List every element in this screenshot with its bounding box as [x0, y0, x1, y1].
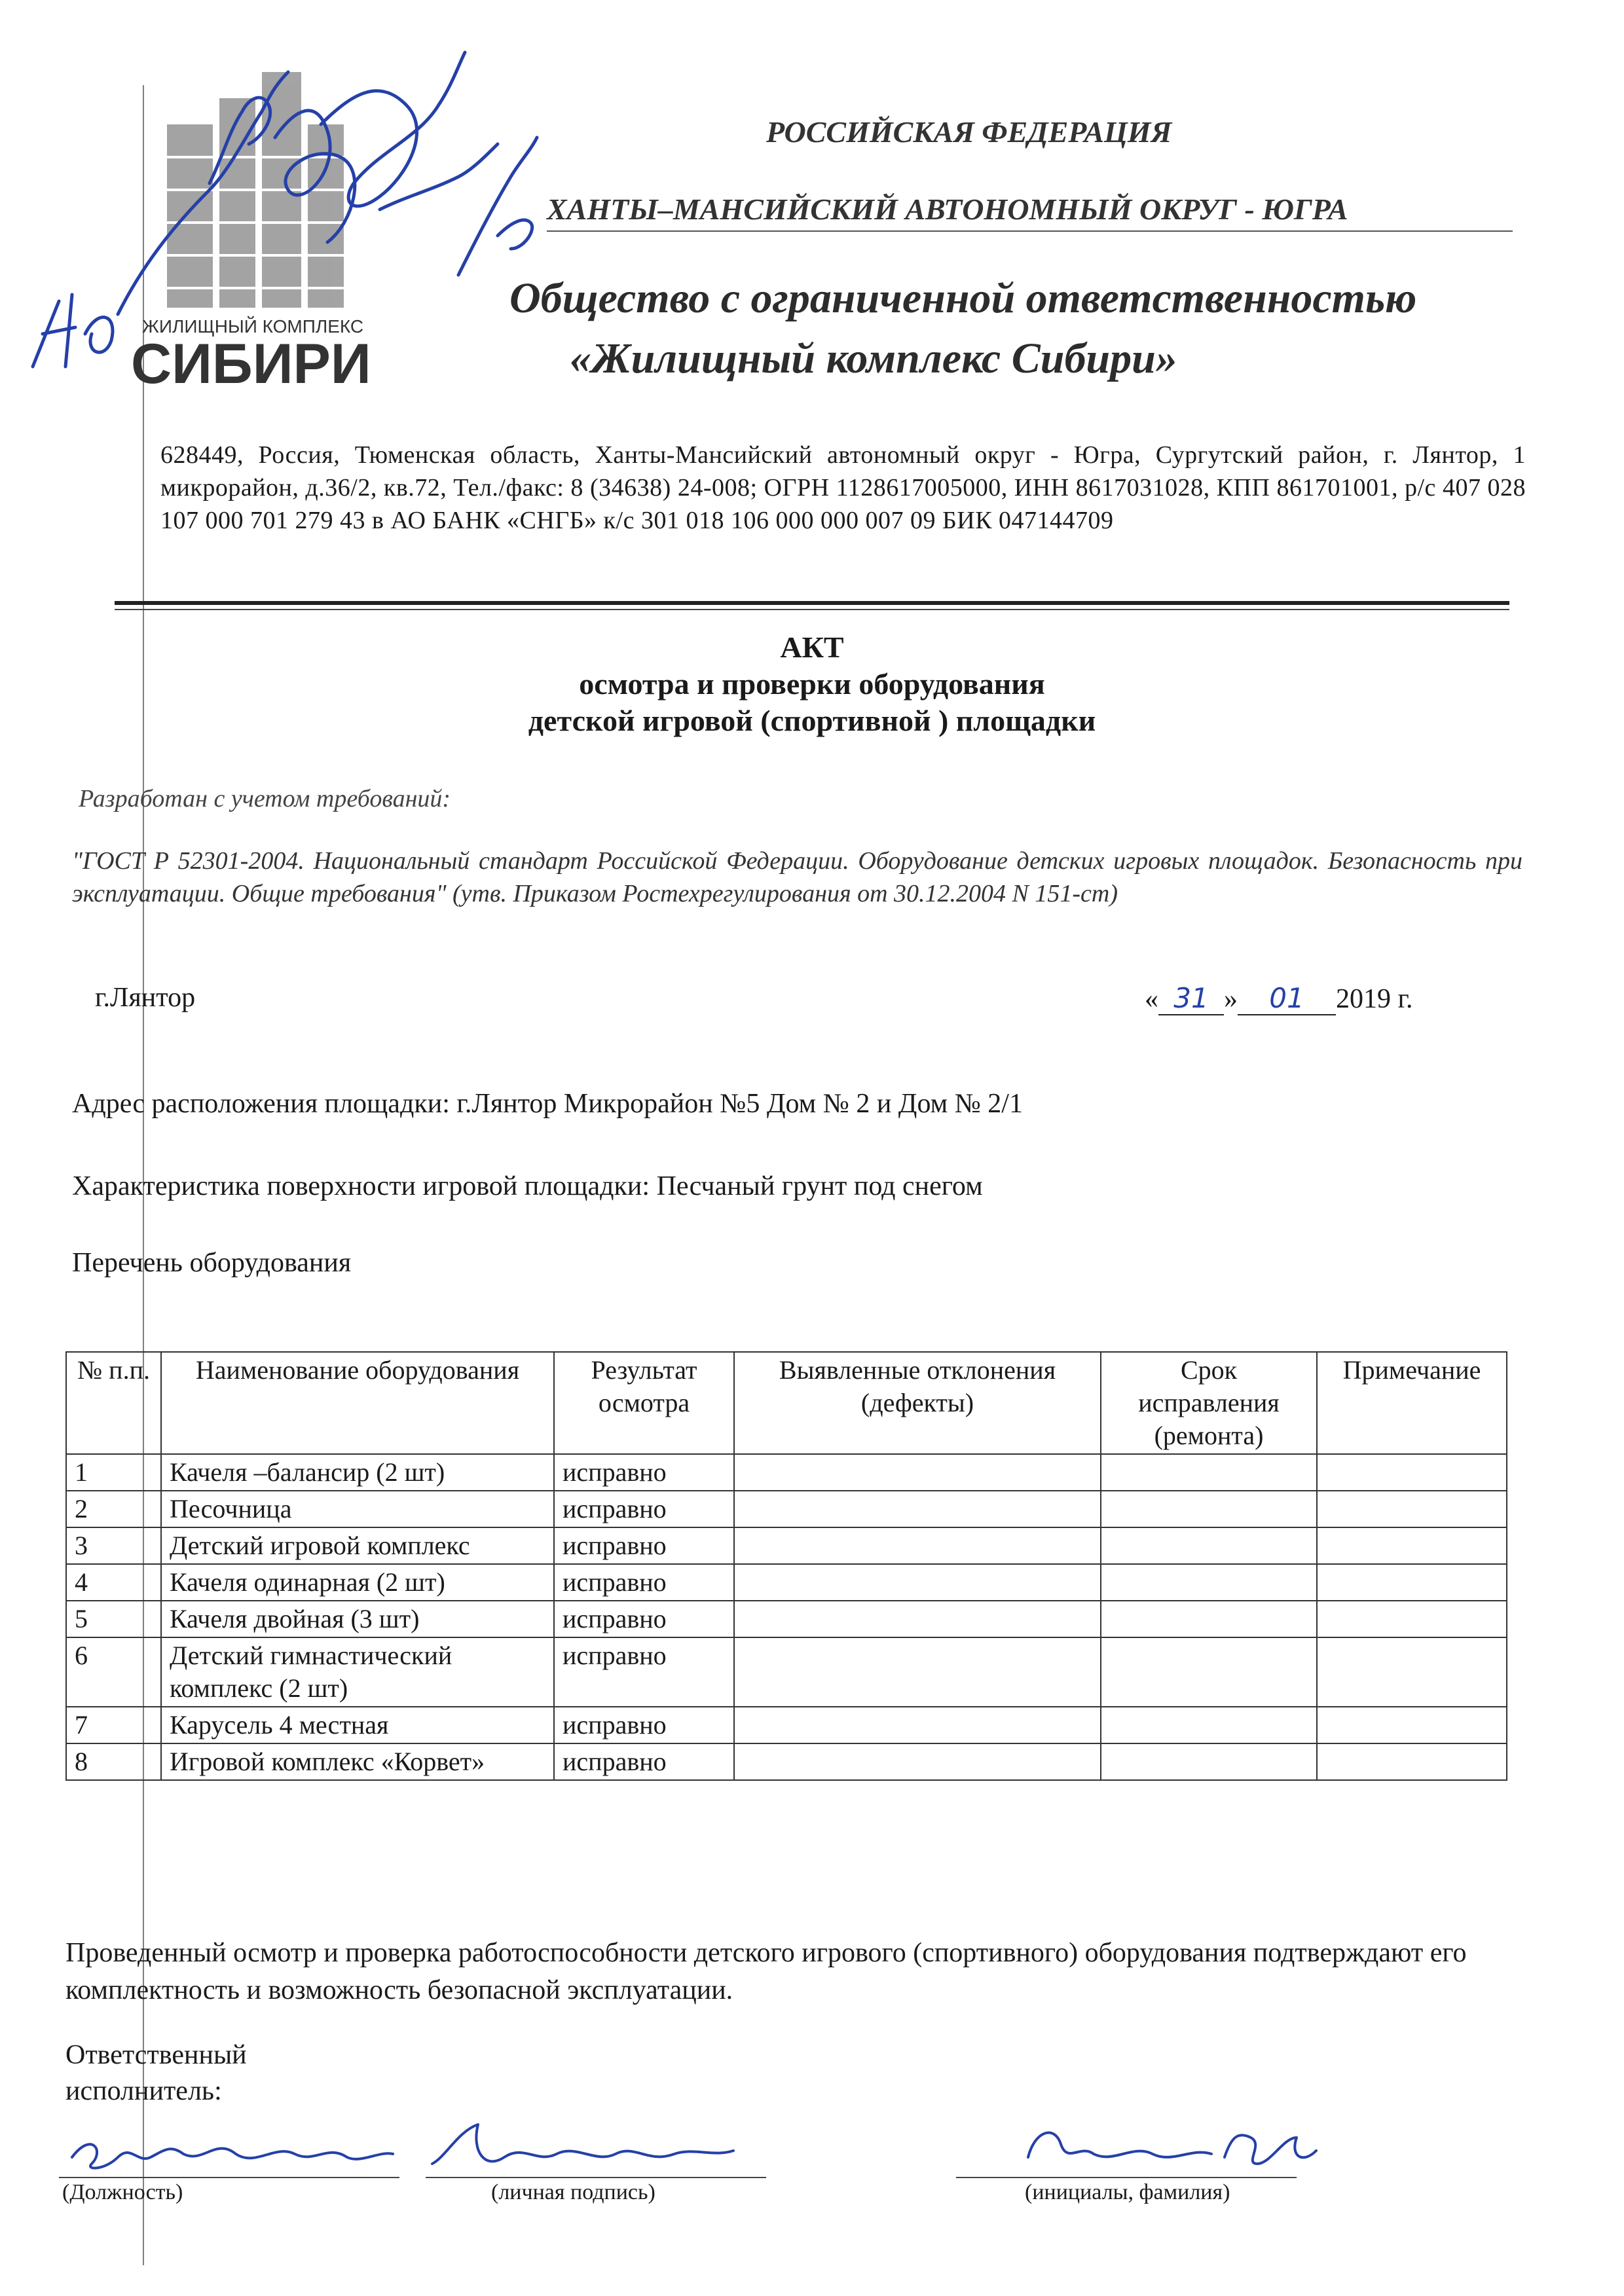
row-num: 4 [66, 1564, 161, 1601]
header-rule [115, 601, 1509, 605]
row-name: Песочница [161, 1491, 554, 1527]
equipment-table [65, 1351, 1507, 1781]
row-note [1317, 1527, 1507, 1564]
row-term [1101, 1743, 1317, 1780]
row-result: исправно [554, 1743, 734, 1780]
row-name: Качеля двойная (3 шт) [161, 1601, 554, 1637]
row-num: 3 [66, 1527, 161, 1564]
row-note [1317, 1491, 1507, 1527]
row-num: 2 [66, 1491, 161, 1527]
date-month: 01 [1238, 982, 1336, 1015]
row-num: 7 [66, 1707, 161, 1743]
row-num: 8 [66, 1743, 161, 1780]
row-defects [734, 1454, 1101, 1491]
date-year: 2019 г. [1336, 984, 1413, 1014]
handwritten-approval [13, 26, 563, 393]
row-result: исправно [554, 1527, 734, 1564]
table-row [66, 1454, 1507, 1491]
logo-title: СИБИРИ [131, 333, 371, 395]
name-line [956, 2177, 1297, 2178]
row-num: 5 [66, 1601, 161, 1637]
row-result: исправно [554, 1564, 734, 1601]
table-row [66, 1564, 1507, 1601]
row-name: Детский гимнастический комплекс (2 шт) [161, 1637, 554, 1707]
executor-label: исполнитель: [65, 2076, 222, 2106]
name-caption: (инициалы, фамилия) [1025, 2180, 1230, 2204]
document-title: АКТ [780, 630, 844, 664]
row-term [1101, 1707, 1317, 1743]
organization-name: «Жилищный комплекс Сибири» [570, 335, 1177, 382]
row-term [1101, 1601, 1317, 1637]
row-note [1317, 1637, 1507, 1707]
position-caption: (Должность) [62, 2180, 183, 2204]
gost-reference: "ГОСТ Р 52301-2004. Национальный стандарт Российской Федерации. Оборудование детских игровых площадок. Безопасность при эксплуатации. Общие требования" (утв. Приказом Ростехрегулирования от 30.12.2004 N 151-ст) [72, 847, 1522, 907]
logo-subtitle: ЖИЛИЩНЫЙ КОМПЛЕКС [142, 316, 364, 337]
developed-label: Разработан с учетом требований: [79, 785, 451, 812]
document-date [1145, 982, 1413, 1015]
region-underline [547, 230, 1513, 232]
row-num: 1 [66, 1454, 161, 1491]
table-row [66, 1491, 1507, 1527]
company-requisites: 628449, Россия, Тюменская область, Ханты-Мансийский автономный округ - Югра, Сургутский район, г. Лянтор, 1 микрорайон, д.36/2, кв.72, Тел./факс: 8 (34638) 24-008; ОГРН 1128617005000, ИНН 8617031028, КПП 861701001, р/с 407 028 107 000 701 279 43 в АО БАНК «СНГБ» к/с 301 018 106 000 000 007 09 БИК 047144709 [160, 441, 1526, 534]
table-row [66, 1637, 1507, 1707]
region-name: ХАНТЫ–МАНСИЙСКИЙ АВТОНОМНЫЙ ОКРУГ - ЮГРА [547, 192, 1348, 226]
table-row [66, 1601, 1507, 1637]
table-row [66, 1707, 1507, 1743]
organization-type: Общество с ограниченной ответственностью [509, 274, 1417, 322]
date-open-quote: « [1145, 984, 1158, 1014]
handwritten-signatures [52, 2118, 1362, 2180]
row-name: Игровой комплекс «Корвет» [161, 1743, 554, 1780]
row-name: Качеля одинарная (2 шт) [161, 1564, 554, 1601]
city: г.Лянтор [95, 983, 196, 1013]
row-num: 6 [66, 1637, 161, 1707]
row-term [1101, 1454, 1317, 1491]
date-close-quote: » [1224, 984, 1238, 1014]
surface-description: Характеристика поверхности игровой площадки: Песчаный грунт под снегом [72, 1171, 983, 1201]
row-note [1317, 1454, 1507, 1491]
row-note [1317, 1601, 1507, 1637]
document-subtitle-2: детской игровой (спортивной ) площадки [528, 704, 1096, 737]
header-rule-thin [115, 609, 1509, 610]
row-result: исправно [554, 1707, 734, 1743]
row-term [1101, 1564, 1317, 1601]
row-defects [734, 1527, 1101, 1564]
table-row [66, 1527, 1507, 1564]
row-note [1317, 1743, 1507, 1780]
row-defects [734, 1743, 1101, 1780]
country-name: РОССИЙСКАЯ ФЕДЕРАЦИЯ [766, 115, 1172, 149]
row-term [1101, 1637, 1317, 1707]
row-defects [734, 1601, 1101, 1637]
header-num: № п.п. [66, 1352, 161, 1454]
header-result: Результат осмотра [554, 1352, 734, 1454]
table-header-row [66, 1352, 1507, 1454]
row-name: Качеля –балансир (2 шт) [161, 1454, 554, 1491]
row-result: исправно [554, 1601, 734, 1637]
row-result: исправно [554, 1454, 734, 1491]
signature-line [426, 2177, 766, 2178]
equipment-list-title: Перечень оборудования [72, 1248, 352, 1278]
row-defects [734, 1637, 1101, 1707]
signature-caption: (личная подпись) [491, 2180, 655, 2204]
document-subtitle: осмотра и проверки оборудования [579, 667, 1045, 701]
header-term: Срок исправления (ремонта) [1101, 1352, 1317, 1454]
date-day: 31 [1158, 982, 1224, 1015]
position-line [59, 2177, 399, 2178]
row-result: исправно [554, 1637, 734, 1707]
row-defects [734, 1564, 1101, 1601]
row-term [1101, 1491, 1317, 1527]
row-result: исправно [554, 1491, 734, 1527]
row-defects [734, 1707, 1101, 1743]
row-note [1317, 1707, 1507, 1743]
row-name: Детский игровой комплекс [161, 1527, 554, 1564]
row-name: Карусель 4 местная [161, 1707, 554, 1743]
header-defects: Выявленные отклонения (дефекты) [734, 1352, 1101, 1454]
table-row [66, 1743, 1507, 1780]
playground-address: Адрес расположения площадки: г.Лянтор Микрорайон №5 Дом № 2 и Дом № 2/1 [72, 1089, 1023, 1119]
responsible-label: Ответственный [65, 2040, 247, 2070]
row-defects [734, 1491, 1101, 1527]
conclusion-text: Проведенный осмотр и проверка работоспособности детского игрового (спортивного) оборудования подтверждают его комплектность и возможность безопасной эксплуатации. [65, 1938, 1467, 2005]
header-name: Наименование оборудования [161, 1352, 554, 1454]
header-note: Примечание [1317, 1352, 1507, 1454]
row-note [1317, 1564, 1507, 1601]
row-term [1101, 1527, 1317, 1564]
